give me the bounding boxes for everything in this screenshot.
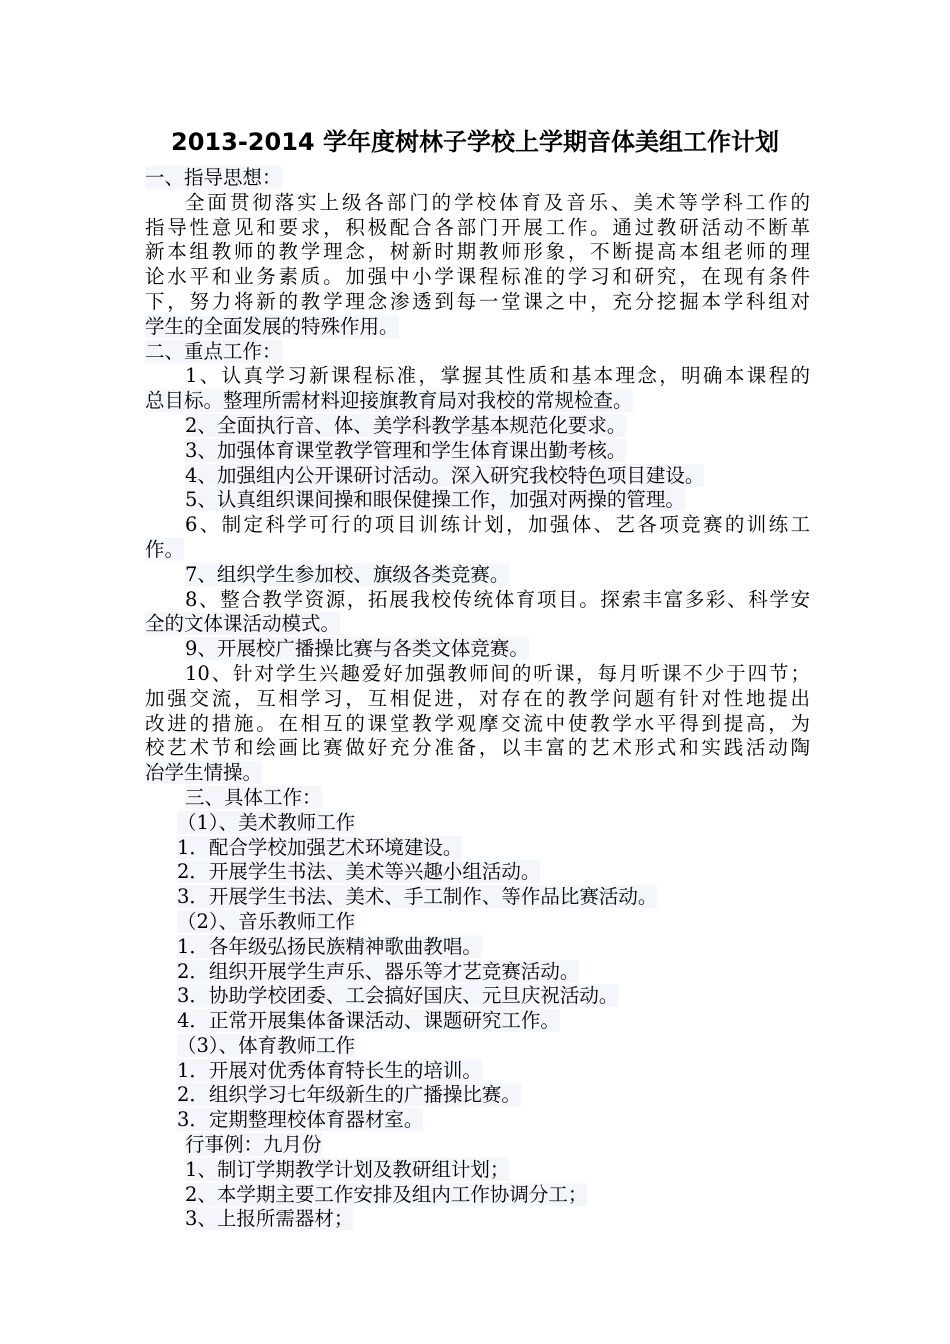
- list-item: 2．组织学习七年级新生的广播操比赛。: [177, 1083, 521, 1107]
- list-item: 3．协助学校团委、工会搞好国庆、元旦庆祝活动。: [177, 984, 619, 1008]
- list-item: 4、加强组内公开课研讨活动。深入研究我校特色项目建设。: [185, 463, 705, 487]
- schedule-item: 3、上报所需器材；: [185, 1207, 354, 1231]
- subheading-music-teacher: （2）、音乐教师工作: [177, 909, 356, 933]
- paragraph-line: 指导性意见和要求，积极配合各部门开展工作。通过教研活动不断革: [145, 215, 810, 239]
- list-item: 3．定期整理校体育器材室。: [177, 1108, 424, 1132]
- list-item: 9、开展校广播操比赛与各类文体竞赛。: [185, 637, 529, 661]
- list-item: 3、加强体育课堂教学管理和学生体育课出勤考核。: [185, 438, 627, 462]
- list-item: 2、全面执行音、体、美学科教学基本规范化要求。: [185, 413, 627, 437]
- list-item: 10、针对学生兴趣爱好加强教师间的听课，每月听课不少于四节；: [185, 661, 810, 685]
- list-item: 加强交流，互相学习，互相促进，对存在的教学问题有针对性地提出: [145, 686, 810, 710]
- heading-specific-work: 三、具体工作：: [185, 785, 322, 809]
- list-item: 1．配合学校加强艺术环境建设。: [177, 835, 463, 859]
- list-item: 6、制定科学可行的项目训练计划，加强体、艺各项竞赛的训练工: [185, 513, 810, 537]
- document-body: [145, 166, 810, 1232]
- subheading-art-teacher: （1）、美术教师工作: [177, 810, 356, 834]
- list-item: 8、整合教学资源，拓展我校传统体育项目。探索丰富多彩、科学安: [185, 587, 810, 611]
- list-item: 5、认真组织课间操和眼保健操工作，加强对两操的管理。: [185, 488, 685, 512]
- paragraph-line: 下，努力将新的教学理念渗透到每一堂课之中，充分挖掘本学科组对: [145, 289, 810, 313]
- heading-guiding-thought: 一、指导思想：: [145, 166, 282, 189]
- list-item: 全的文体课活动模式。: [145, 612, 341, 636]
- paragraph-line: 论水平和业务素质。加强中小学课程标准的学习和研究，在现有条件: [145, 265, 810, 289]
- list-item: 3．开展学生书法、美术、手工制作、等作品比赛活动。: [177, 885, 658, 909]
- list-item: 4．正常开展集体备课活动、课题研究工作。: [177, 1009, 560, 1033]
- list-item: 改进的措施。在相互的课堂教学观摩交流中使教学水平得到提高，为: [145, 711, 810, 735]
- paragraph-line: 新本组教师的教学理念，树新时期教师形象，不断提高本组老师的理: [145, 240, 810, 264]
- list-item: 1．各年级弘扬民族精神歌曲教唱。: [177, 934, 482, 958]
- heading-key-work: 二、重点工作：: [145, 339, 282, 363]
- paragraph-line: 学生的全面发展的特殊作用。: [145, 314, 399, 338]
- schedule-item: 2、本学期主要工作安排及组内工作协调分工；: [185, 1182, 588, 1206]
- document-title: 2013-2014 学年度树林子学校上学期音体美组工作计划: [171, 128, 779, 156]
- list-item: 2．开展学生书法、美术等兴趣小组活动。: [177, 860, 541, 884]
- list-item: 冶学生情操。: [145, 761, 263, 785]
- list-item: 2．组织开展学生声乐、器乐等才艺竞赛活动。: [177, 959, 580, 983]
- list-item: 校艺术节和绘画比赛做好充分准备，以丰富的艺术形式和实践活动陶: [145, 736, 810, 760]
- list-item: 7、组织学生参加校、旗级各类竞赛。: [185, 562, 510, 586]
- list-item: 总目标。整理所需材料迎接旗教育局对我校的常规检查。: [145, 389, 633, 413]
- list-item: 作。: [145, 537, 185, 561]
- schedule-heading: 行事例：九月份: [185, 1133, 322, 1157]
- list-item: 1．开展对优秀体育特长生的培训。: [177, 1058, 482, 1082]
- paragraph-line: 全面贯彻落实上级各部门的学校体育及音乐、美术等学科工作的: [185, 190, 810, 214]
- list-item: 1、认真学习新课程标准，掌握其性质和基本理念，明确本课程的: [185, 364, 810, 388]
- schedule-item: 1、制订学期教学计划及教研组计划；: [185, 1157, 510, 1181]
- subheading-pe-teacher: （3）、体育教师工作: [177, 1033, 356, 1057]
